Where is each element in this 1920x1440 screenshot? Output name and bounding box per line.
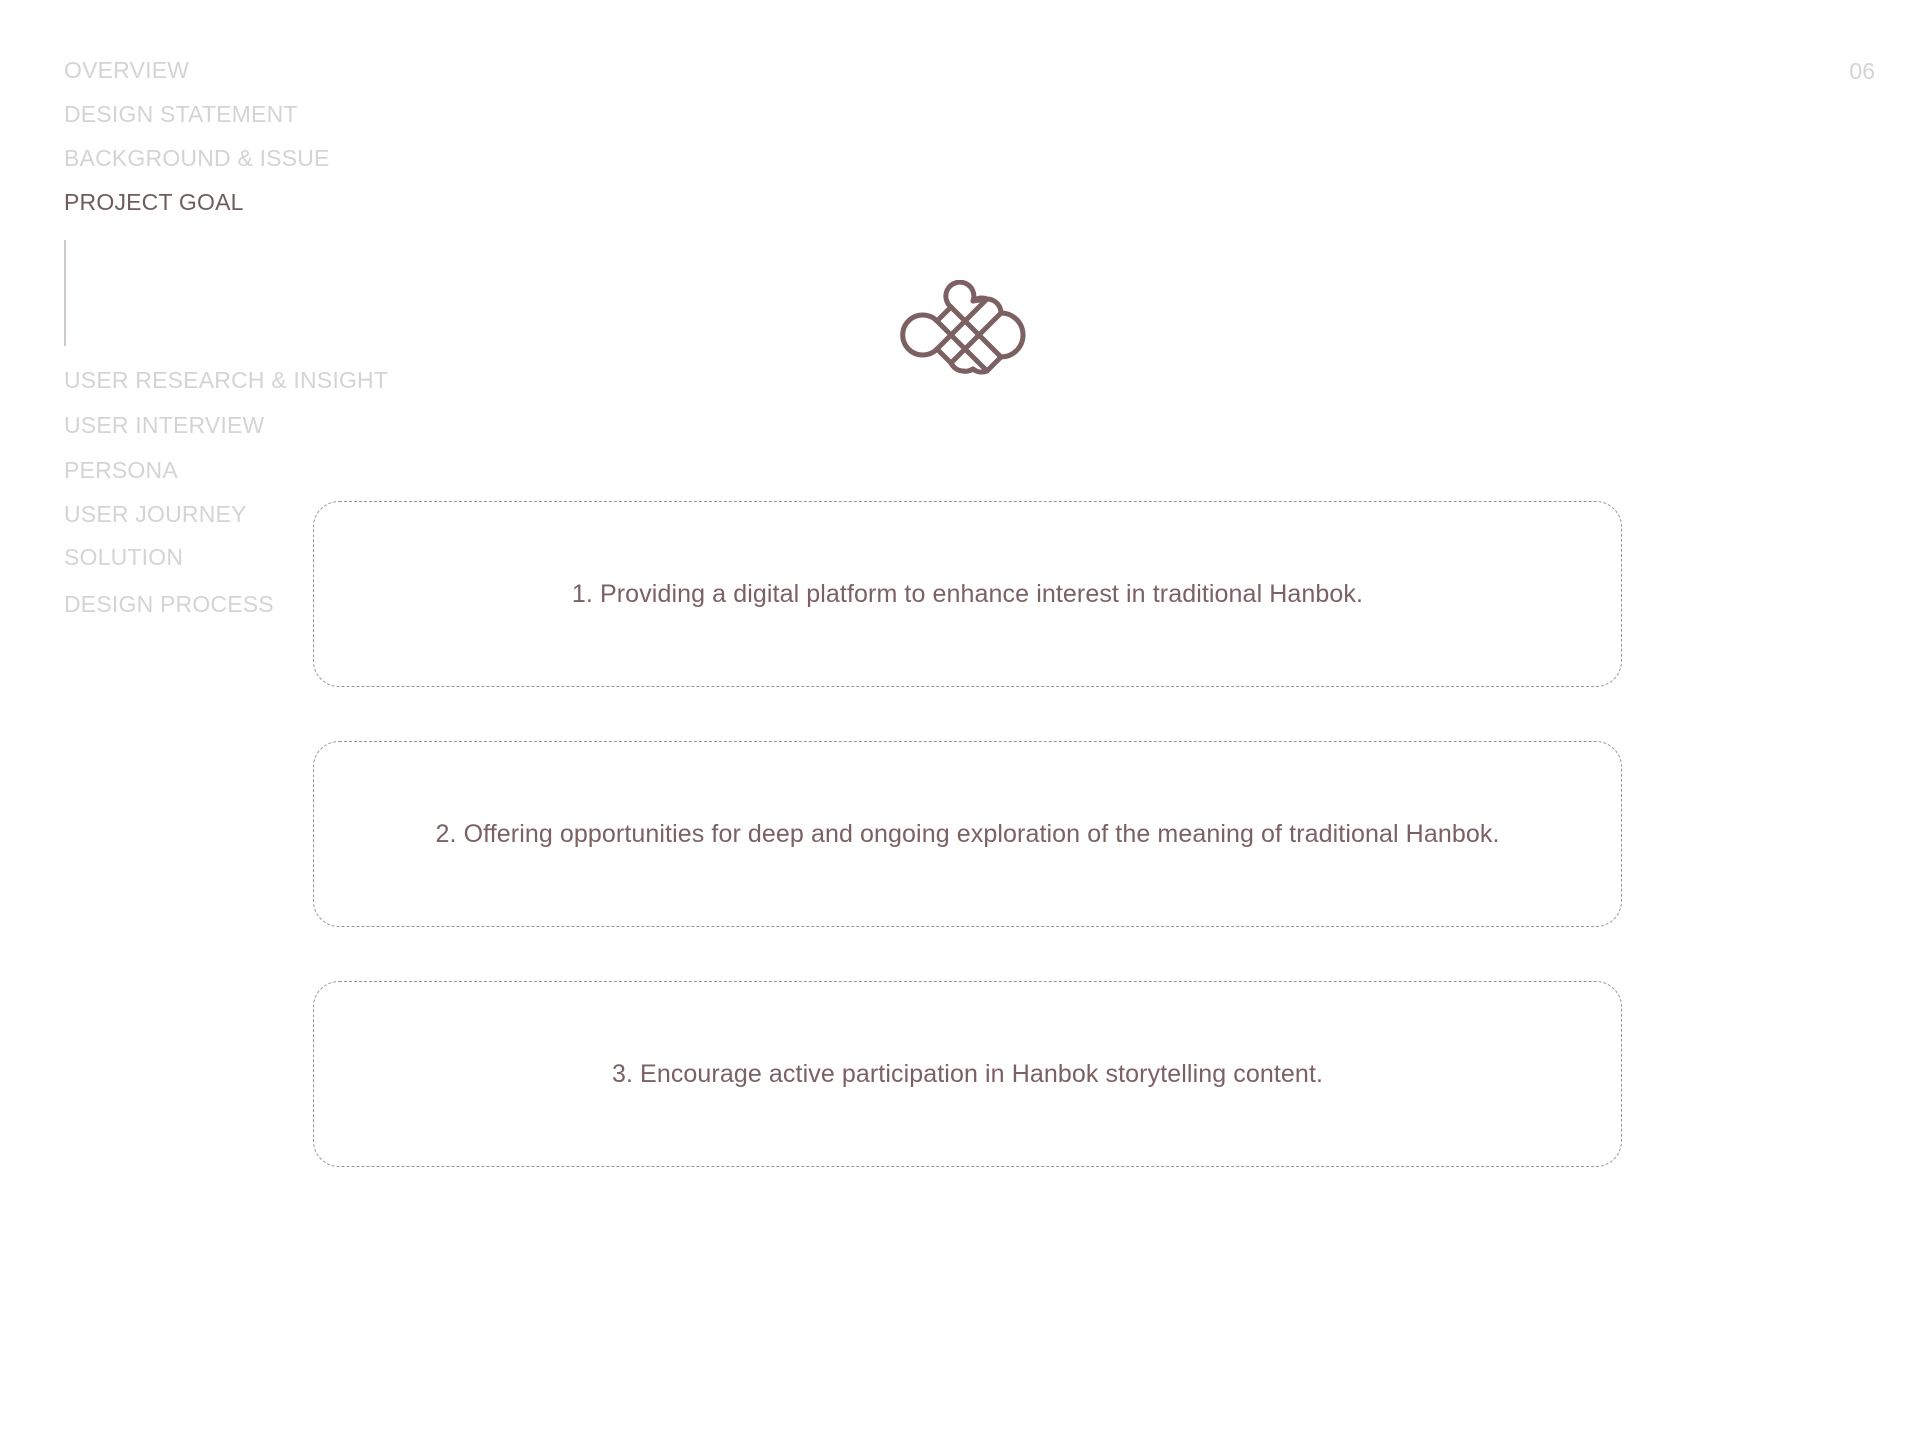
goal-text-3: 3. Encourage active participation in Hanbok storytelling content. [611,1059,1324,1088]
nav-item-design-statement[interactable]: DESIGN STATEMENT [64,101,298,127]
goal-card-1 [313,501,1622,687]
nav-item-project-goal[interactable]: PROJECT GOAL [64,189,244,215]
active-section-indicator [64,240,66,346]
goal-text-2: 2. Offering opportunities for deep and ongoing exploration of the meaning of traditional Hanbok. [435,819,1500,848]
nav-item-user-research-insight[interactable]: USER RESEARCH & INSIGHT [64,367,389,393]
nav-item-overview[interactable]: OVERVIEW [64,57,190,83]
nav-item-background-issue[interactable]: BACKGROUND & ISSUE [64,145,330,171]
nav-item-solution[interactable]: SOLUTION [64,544,184,570]
page-number: 06 [1849,58,1875,84]
nav-item-user-interview[interactable]: USER INTERVIEW [64,412,265,438]
nav-item-persona[interactable]: PERSONA [64,457,178,483]
nav-item-design-process[interactable]: DESIGN PROCESS [64,591,274,617]
goal-card-2 [313,741,1622,927]
goal-card-3 [313,981,1622,1167]
endless-knot-icon [885,280,1051,390]
goal-text-1: 1. Providing a digital platform to enhance interest in traditional Hanbok. [571,579,1364,608]
nav-item-user-journey[interactable]: USER JOURNEY [64,501,247,527]
